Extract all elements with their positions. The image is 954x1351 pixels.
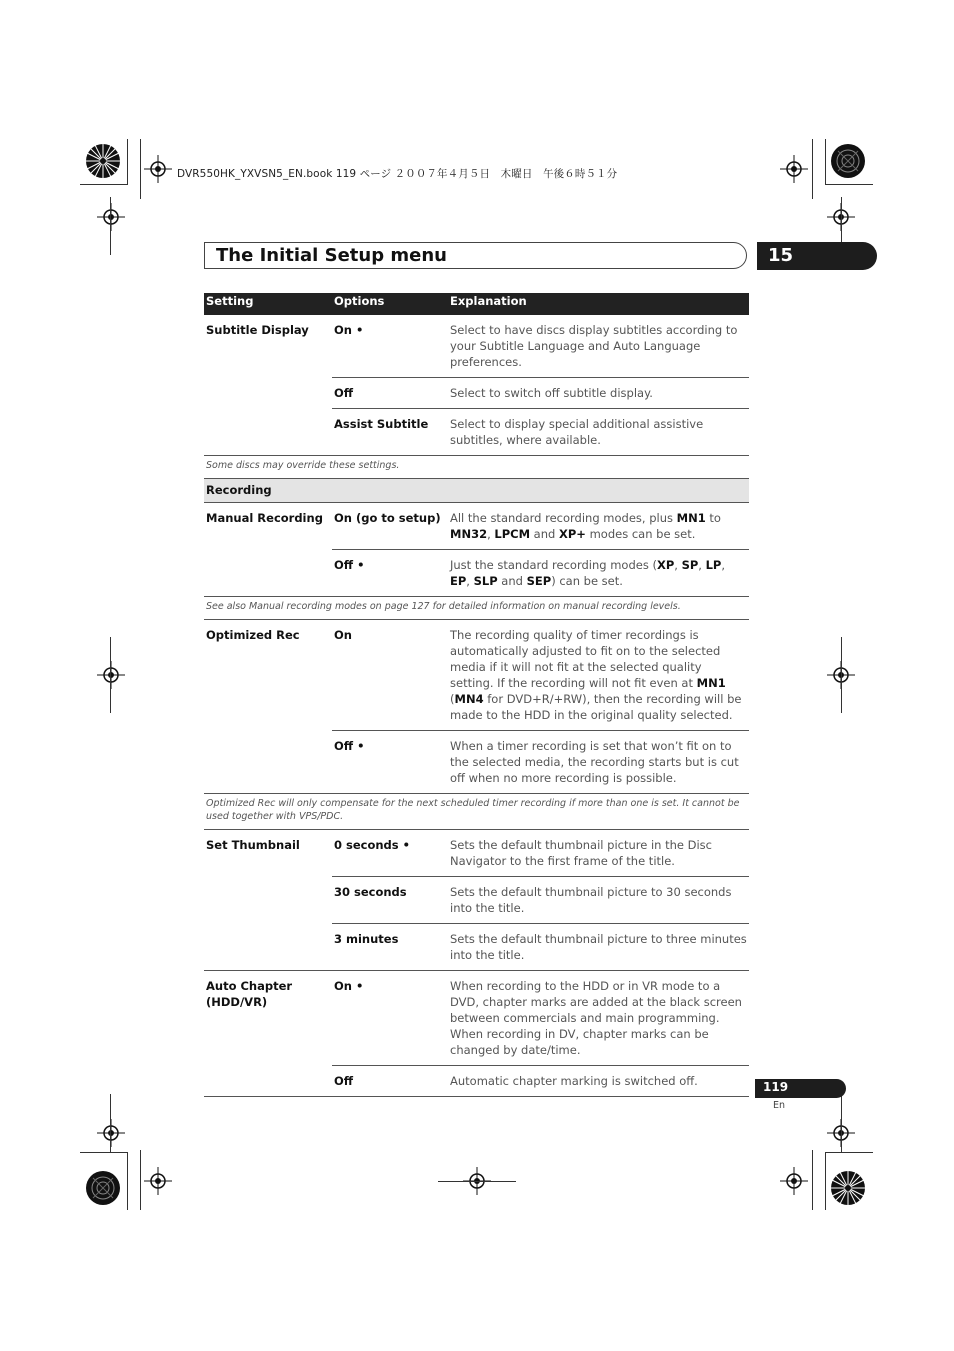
option-explanation: Select to switch off subtitle display.: [448, 378, 749, 409]
option-label: 0 seconds •: [332, 830, 448, 877]
option-label: Off •: [332, 550, 448, 597]
option-label: On •: [332, 971, 448, 1066]
crop-line: [127, 1152, 128, 1210]
table-row: [204, 877, 749, 924]
option-label: Assist Subtitle: [332, 409, 448, 456]
note-row: [204, 456, 749, 479]
table-row: [204, 378, 749, 409]
option-explanation: When a timer recording is set that won’t fit on to the selected media, the recording starts but is cut off when no more recording is possible.: [448, 731, 749, 794]
option-label: Off: [332, 1066, 448, 1097]
table-row: [204, 971, 749, 1066]
table-header-row: [204, 293, 749, 315]
table-row: [204, 620, 749, 731]
option-explanation: All the standard recording modes, plus MN1 to MN32, LPCM and XP+ modes can be set.: [448, 503, 749, 550]
note-row: [204, 597, 749, 620]
registration-star-icon: [830, 1170, 866, 1206]
table-row: [204, 830, 749, 877]
table-row: [204, 503, 749, 550]
setting-name: Manual Recording: [206, 511, 323, 525]
crop-line: [825, 139, 826, 185]
page-title: The Initial Setup menu: [216, 245, 447, 266]
setting-name: Subtitle Display: [206, 323, 309, 337]
page-number: 119: [763, 1080, 789, 1094]
crop-line: [812, 1150, 813, 1210]
crop-line: [438, 1181, 516, 1182]
crosshair-icon: [144, 1167, 172, 1195]
crosshair-icon: [97, 661, 125, 689]
option-explanation: The recording quality of timer recordings is automatically adjusted to fit on to the selected media if it will not fit at the selected quality setting. If the recording will not fit even at MN1 (MN4 for DVD+R/+RW), then the recording will be made to the HDD in the original quality selected.: [448, 620, 749, 731]
option-label: Off: [332, 378, 448, 409]
note-row: [204, 794, 749, 830]
settings-table: [204, 293, 749, 1097]
option-explanation: When recording to the HDD or in VR mode to a DVD, chapter marks are added at the black screen between commercials and main programming. When recording in DV, chapter marks can be changed by date/time.: [448, 971, 749, 1066]
page-number-tab: [755, 1079, 846, 1098]
option-label: Off •: [332, 731, 448, 794]
crop-line: [140, 1150, 141, 1210]
setting-name: Set Thumbnail: [206, 838, 300, 852]
crop-line: [127, 139, 128, 185]
table-row: [204, 1066, 749, 1097]
column-header: Setting: [204, 293, 332, 315]
crosshair-icon: [97, 1119, 125, 1147]
print-header: DVR550HK_YXVSN5_EN.book 119 ページ ２００７年４月５日 木曜日 午後６時５１分: [177, 168, 618, 180]
chapter-tab: [757, 242, 877, 270]
setting-name: Auto Chapter (HDD/VR): [206, 979, 293, 1009]
option-label: 3 minutes: [332, 924, 448, 971]
crosshair-icon: [780, 1167, 808, 1195]
note-text: Optimized Rec will only compensate for the next scheduled timer recording if more than one is set. It cannot be used together with VPS/PDC.: [204, 794, 749, 830]
note-text: Some discs may override these settings.: [204, 456, 749, 479]
crop-line: [825, 1152, 873, 1153]
crop-line: [841, 1094, 842, 1152]
table-row: [204, 924, 749, 971]
option-explanation: Sets the default thumbnail picture to 30 seconds into the title.: [448, 877, 749, 924]
option-explanation: Select to have discs display subtitles according to your Subtitle Language and Auto Language preferences.: [448, 315, 749, 378]
column-header: Options: [332, 293, 448, 315]
registration-star-icon: [85, 143, 121, 179]
crop-line: [825, 184, 873, 185]
crosshair-icon: [97, 203, 125, 231]
option-label: On: [332, 620, 448, 731]
page-language: En: [773, 1100, 786, 1111]
table-row: [204, 731, 749, 794]
crop-line: [841, 637, 842, 713]
option-label: On (go to setup): [332, 503, 448, 550]
registration-target-icon: [830, 143, 866, 179]
table-row: [204, 409, 749, 456]
table-row: [204, 550, 749, 597]
page-title-bar: [204, 242, 747, 269]
registration-target-icon: [85, 1170, 121, 1206]
crop-line: [80, 184, 128, 185]
column-header: Explanation: [448, 293, 749, 315]
option-explanation: Just the standard recording modes (XP, SP, LP, EP, SLP and SEP) can be set.: [448, 550, 749, 597]
option-label: On •: [332, 315, 448, 378]
table-row: [204, 315, 749, 378]
option-explanation: Automatic chapter marking is switched off.: [448, 1066, 749, 1097]
crop-line: [110, 1094, 111, 1152]
chapter-number: 15: [768, 245, 794, 266]
crop-line: [825, 1152, 826, 1210]
crop-line: [110, 197, 111, 255]
section-title: Recording: [204, 479, 749, 503]
option-explanation: Select to display special additional assistive subtitles, where available.: [448, 409, 749, 456]
crop-line: [812, 139, 813, 199]
setting-name: Optimized Rec: [206, 628, 300, 642]
option-explanation: Sets the default thumbnail picture to three minutes into the title.: [448, 924, 749, 971]
crop-line: [80, 1152, 128, 1153]
note-text: See also Manual recording modes on page 127 for detailed information on manual recording levels.: [204, 597, 749, 620]
crosshair-icon: [780, 155, 808, 183]
option-explanation: Sets the default thumbnail picture in the Disc Navigator to the first frame of the title.: [448, 830, 749, 877]
section-row: [204, 479, 749, 503]
crop-line: [110, 637, 111, 713]
crosshair-icon: [144, 155, 172, 183]
crop-line: [140, 139, 141, 199]
option-label: 30 seconds: [332, 877, 448, 924]
